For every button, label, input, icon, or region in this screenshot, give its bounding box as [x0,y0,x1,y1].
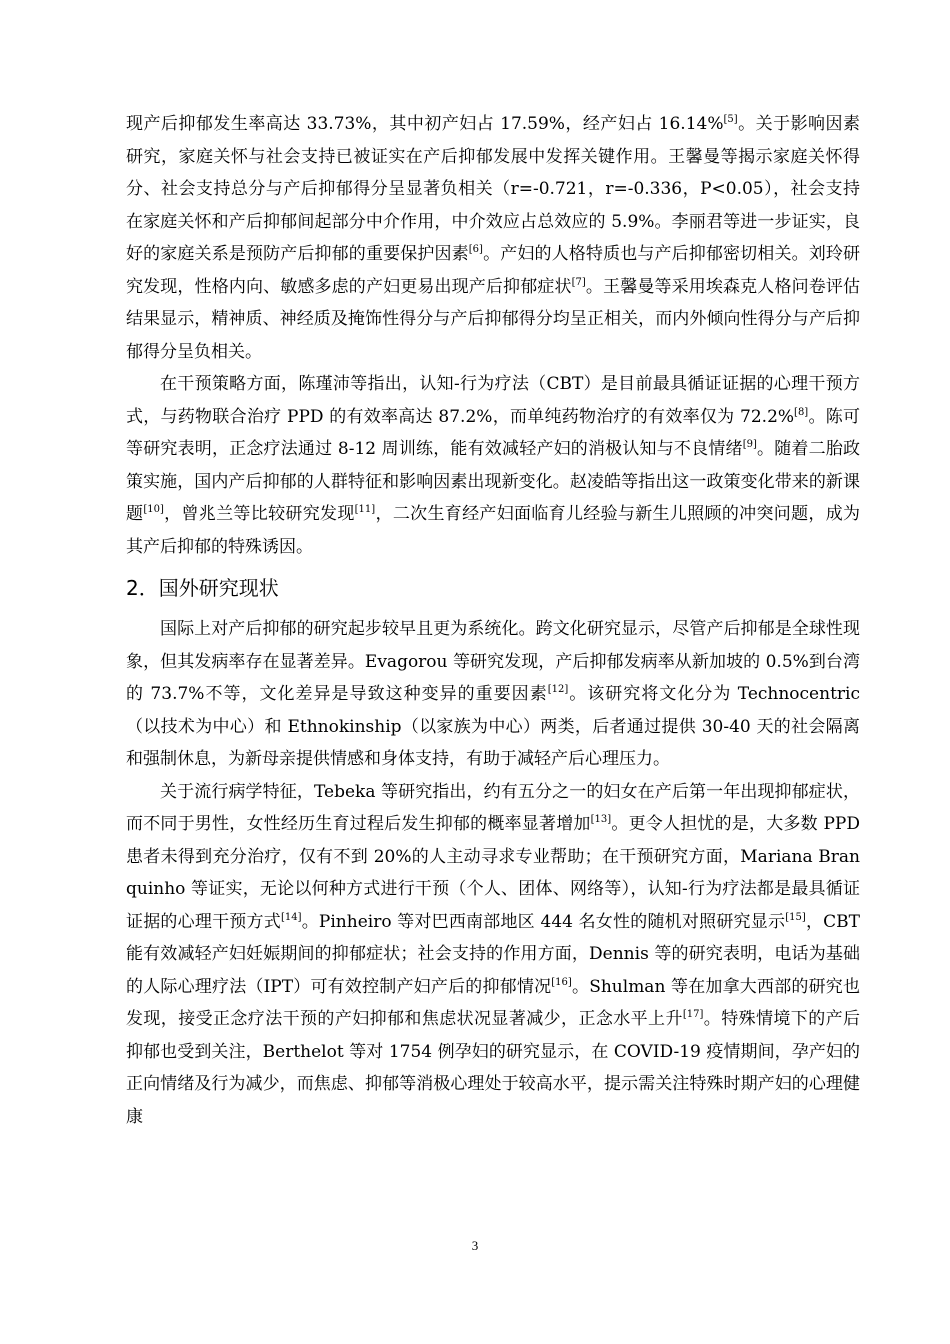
paragraph-text: 。产妇的人格特质也与产后抑郁密切相关。刘玲研究发现，性格内向、敏感多虑的产妇更易出现产后抑郁症状 [126,244,861,297]
citation-marker: [14] [280,911,302,923]
page-number: 3 [471,1238,479,1253]
section-heading: 2．国外研究现状 [126,576,279,600]
paragraph-text: 国际上对产后抑郁的研究起步较早且更为系统化。跨文化研究显示，尽管产后抑郁是全球性现象，但其发病率存在显著差异。Evagorou 等研究发现，产后抑郁发病率从新加坡的 0.5%到台湾的 73.7%不等，文化差异是导致这种变异的重要因素 [126,619,860,704]
paragraph-international-epidemiology [126,776,860,1134]
citation-marker: [17] [682,1009,704,1020]
citation-marker: [8] [794,406,809,418]
paragraph-text: 。特殊情境下的产后抑郁也受到关注，Berthelot 等对 1754 例孕妇的研究显示，在 COVID-19 疫情期间，孕产妇的正向情绪及行为减少，而焦虑、抑郁等消极心理处于较高水平，提示需关注特殊时期产妇的心理健康 [126,1009,861,1127]
citation-marker: [16] [551,976,572,988]
paragraph-text: 。该研究将文化分为 Technocentric（以技术为中心）和 Ethnokinship（以家族为中心）两类，后者通过提供 30-40 天的社会隔离和强制休息，为新母亲提供情感和身体支持，有助于减轻产后心理压力。 [126,684,860,769]
paragraph-text: 。更令人担忧的是，大多数 PPD 患者未得到充分治疗，仅有不到 20%的人主动寻求专业帮助；在干预研究方面，Mariana Branquinho 等证实，无论以何种方式进行干预（个人、团体、网络等），认知-行为疗法都是最具循证证据的心理干预方式 [126,814,861,932]
paragraph-text: ，二次生育经产妇面临育儿经验与新生儿照顾的冲突问题，成为其产后抑郁的特殊诱因。 [126,504,861,557]
citation-marker: [7] [571,276,586,288]
paragraph-text: 。关于影响因素研究，家庭关怀与社会支持已被证实在产后抑郁发展中发挥关键作用。王馨曼等揭示家庭关怀得分、社会支持总分与产后抑郁得分呈显著负相关（r=-0.721，r=-0.336，P<0.05），社会支持在家庭关怀和产后抑郁间起部分中介作用，中介效应占总效应的 5.9%。李丽君等进一步证实，良好的家庭关系是预防产后抑郁的重要保护因素 [126,114,860,264]
paragraph-text: 。陈可等研究表明，正念疗法通过 8-12 周训练，能有效减轻产妇的消极认知与不良情绪 [126,406,861,459]
citation-marker: [6] [468,244,483,255]
citation-marker: [12] [547,684,569,695]
citation-marker: [13] [590,814,612,825]
citation-marker: [9] [742,439,757,450]
citation-marker: [5] [723,114,738,125]
paragraph-text: 。Shulman 等在加拿大西部的研究也发现，接受正念疗法干预的产妇抑郁和焦虑状况显著减少，正念水平上升 [126,976,860,1029]
citation-marker: [11] [354,504,376,515]
citation-marker: [15] [785,911,806,923]
paragraph-domestic-factors [126,108,860,368]
paragraph-text: 。随着二胎政策实施，国内产后抑郁的人群特征和影响因素出现新变化。赵凌皓等指出这一政策变化带来的新课题 [126,439,861,524]
paragraph-text: ，曾兆兰等比较研究发现 [163,504,355,524]
citation-marker: [10] [143,504,164,515]
paragraph-text: ，CBT 能有效减轻产妇妊娠期间的抑郁症状；社会支持的作用方面，Dennis 等的研究表明，电话为基础的人际心理疗法（IPT）可有效控制产妇产后的抑郁情况 [126,911,861,997]
paragraph-text: 。Pinheiro 等对巴西南部地区 444 名女性的随机对照研究显示 [301,911,786,932]
paragraph-text: 现产后抑郁发生率高达 33.73%，其中初产妇占 17.59%，经产妇占 16.14% [126,114,724,134]
paragraph-international-overview [126,613,860,776]
paragraph-text: 。王馨曼等采用埃森克人格问卷评估结果显示，精神质、神经质及掩饰性得分与产后抑郁得分均呈正相关，而内外倾向性得分与产后抑郁得分呈负相关。 [126,276,861,362]
paragraph-text: 在干预策略方面，陈瑾沛等指出，认知-行为疗法（CBT）是目前最具循证证据的心理干预方式，与药物联合治疗 PPD 的有效率高达 87.2%，而单纯药物治疗的有效率仅为 72.2% [126,374,860,427]
document-page [126,108,860,1133]
paragraph-text: 关于流行病学特征，Tebeka 等研究指出，约有五分之一的妇女在产后第一年出现抑郁症状，而不同于男性，女性经历生育过程后发生抑郁的概率显著增加 [126,781,860,834]
paragraph-domestic-interventions [126,368,860,563]
